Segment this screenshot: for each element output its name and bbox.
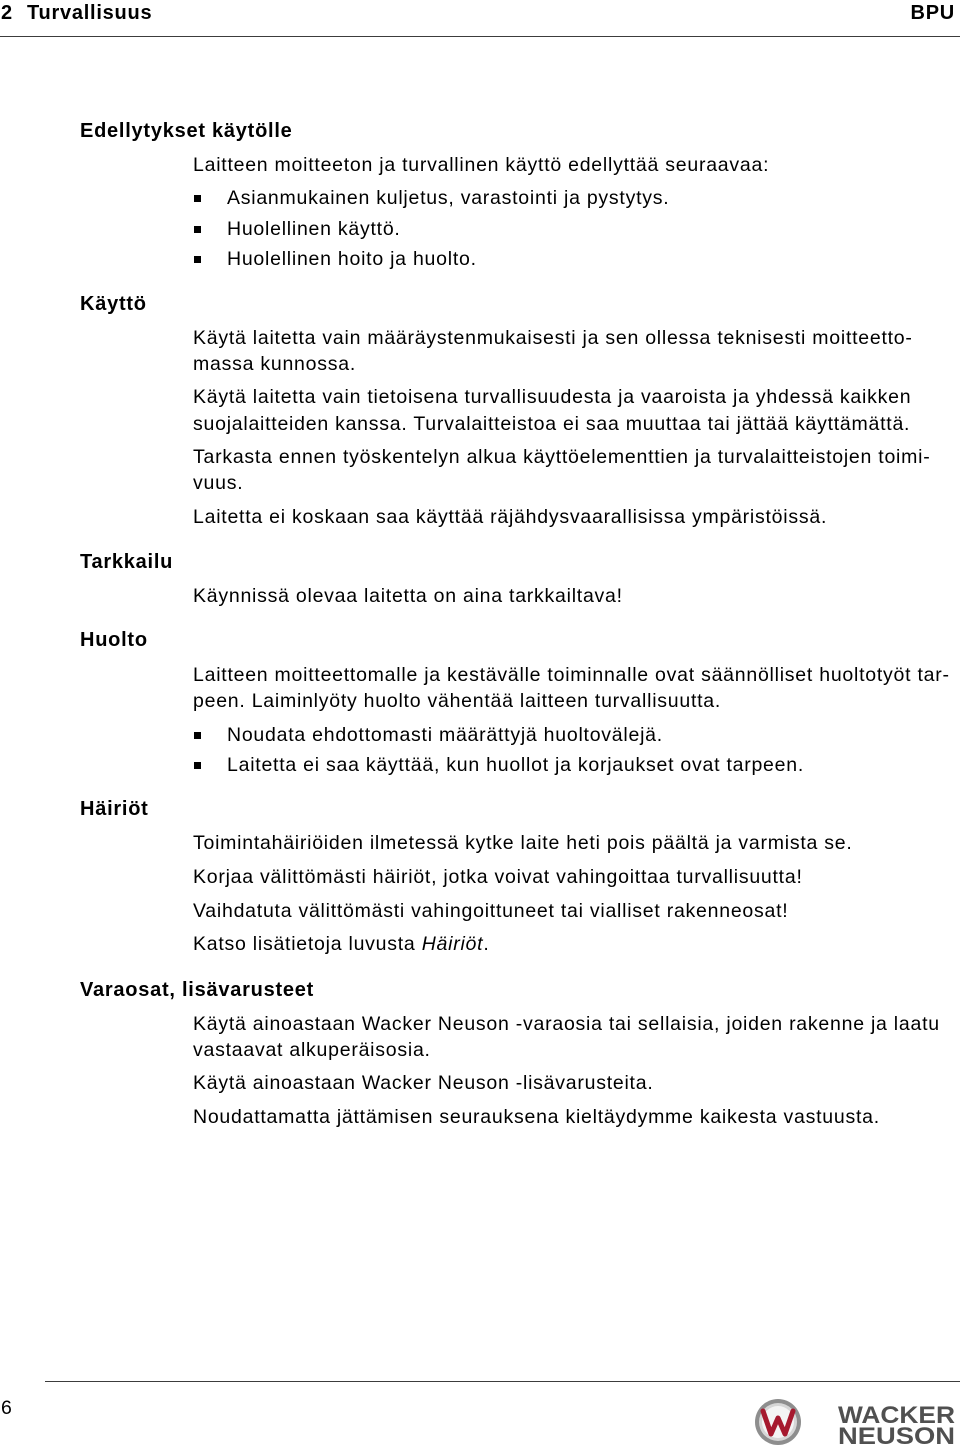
cross-reference-prefix: Katso lisätietoja luvusta [193, 933, 422, 955]
bullet-item [193, 722, 663, 748]
bullet-text: Huolellinen hoito ja huolto. [227, 248, 477, 270]
paragraph-line: Noudattamatta jättämisen seurauksena kieltäydymme kaikesta vastuusta. [193, 1106, 880, 1128]
paragraph [193, 384, 911, 438]
product-name: BPU [910, 2, 955, 24]
cross-reference [193, 931, 489, 957]
bullet-text: Asianmukainen kuljetus, varastointi ja pystytys. [227, 187, 670, 209]
footer-divider [45, 1381, 960, 1382]
bullet-square-icon [194, 226, 201, 233]
paragraph [193, 1011, 940, 1063]
bullet-item [193, 216, 401, 242]
bullet-square-icon [194, 762, 201, 769]
paragraph-line: Käytä ainoastaan Wacker Neuson -lisävarusteita. [193, 1072, 654, 1094]
paragraph-line: Tarkasta ennen työskentelyn alkua käyttöelementtien ja turvalaitteistojen toimi- [193, 446, 931, 468]
paragraph [193, 1104, 880, 1130]
section-heading: Edellytykset käytölle [80, 120, 293, 142]
section-heading: Häiriöt [80, 798, 149, 820]
paragraph [193, 504, 827, 530]
paragraph-line: peen. Laiminlyöty huolto vähentää laitteen turvallisuutta. [193, 690, 722, 712]
cross-reference-chapter: Häiriöt [421, 933, 484, 955]
bullet-text: Noudata ehdottomasti määrättyjä huoltovälejä. [227, 724, 663, 746]
paragraph-line: Vaihdatuta välittömästi vahingoittuneet tai vialliset rakenneosat! [193, 900, 789, 922]
wacker-neuson-emblem-icon [752, 1397, 804, 1447]
paragraph-line: Käytä laitetta vain määräystenmukaisesti ja sen ollessa teknisesti moitteetto- [193, 327, 913, 349]
header-divider [0, 36, 960, 37]
bullet-text: Huolellinen käyttö. [227, 218, 401, 240]
section-heading: Varaosat, lisävarusteet [80, 979, 315, 1001]
paragraph-line: vastaavat alkuperäisosia. [193, 1039, 431, 1061]
paragraph-line: Toimintahäiriöiden ilmetessä kytke laite heti pois päältä ja varmista se. [193, 832, 853, 854]
paragraph-line: Käytä ainoastaan Wacker Neuson -varaosia tai sellaisia, joiden rakenne ja laatu [193, 1013, 940, 1035]
paragraph-line: Käytä laitetta vain tietoisena turvallisuudesta ja vaaroista ja yhdessä kaikken [193, 386, 912, 408]
bullet-item [193, 246, 477, 272]
paragraph [193, 583, 623, 609]
paragraph-line: Laitteen moitteettomalle ja kestävälle toiminnalle ovat säännölliset huoltotyöt tar- [193, 664, 950, 686]
chapter-title: Turvallisuus [27, 2, 153, 24]
paragraph-line: massa kunnossa. [193, 353, 356, 375]
bullet-square-icon [194, 732, 201, 739]
paragraph-line: Korjaa välittömästi häiriöt, jotka voivat vahingoittaa turvallisuutta! [193, 866, 803, 888]
paragraph-line: suojalaitteiden kanssa. Turvalaitteistoa ei saa muuttaa tai jättää käyttämättä. [193, 413, 911, 435]
paragraph [193, 444, 930, 496]
paragraph [193, 898, 788, 924]
section-heading: Tarkkailu [80, 551, 174, 573]
page-number: 6 [1, 1397, 12, 1419]
paragraph [193, 1070, 654, 1096]
bullet-text: Laitetta ei saa käyttää, kun huollot ja korjaukset ovat tarpeen. [227, 754, 804, 776]
bullet-square-icon [194, 195, 201, 202]
chapter-number: 2 [1, 2, 13, 24]
bullet-square-icon [194, 256, 201, 263]
section-heading: Käyttö [80, 293, 147, 315]
paragraph-line: Käynnissä olevaa laitetta on aina tarkkailtava! [193, 585, 623, 607]
paragraph-line: Laitteen moitteeton ja turvallinen käyttö edellyttää seuraavaa: [193, 154, 770, 176]
paragraph [193, 864, 803, 890]
wacker-neuson-wordmark [834, 1400, 958, 1447]
wordmark-line-2: NEUSON [838, 1423, 955, 1447]
paragraph-line: Laitetta ei koskaan saa käyttää räjähdysvaarallisissa ympäristöissä. [193, 506, 828, 528]
paragraph [193, 830, 853, 856]
paragraph [193, 325, 913, 377]
wordmark-line-1: WACKER [838, 1402, 955, 1429]
bullet-item [193, 185, 669, 211]
paragraph [193, 152, 769, 178]
bullet-item [193, 752, 804, 778]
paragraph [193, 662, 950, 714]
paragraph-line: vuus. [193, 472, 244, 494]
cross-reference-suffix: . [483, 933, 490, 955]
section-heading: Huolto [80, 629, 148, 651]
